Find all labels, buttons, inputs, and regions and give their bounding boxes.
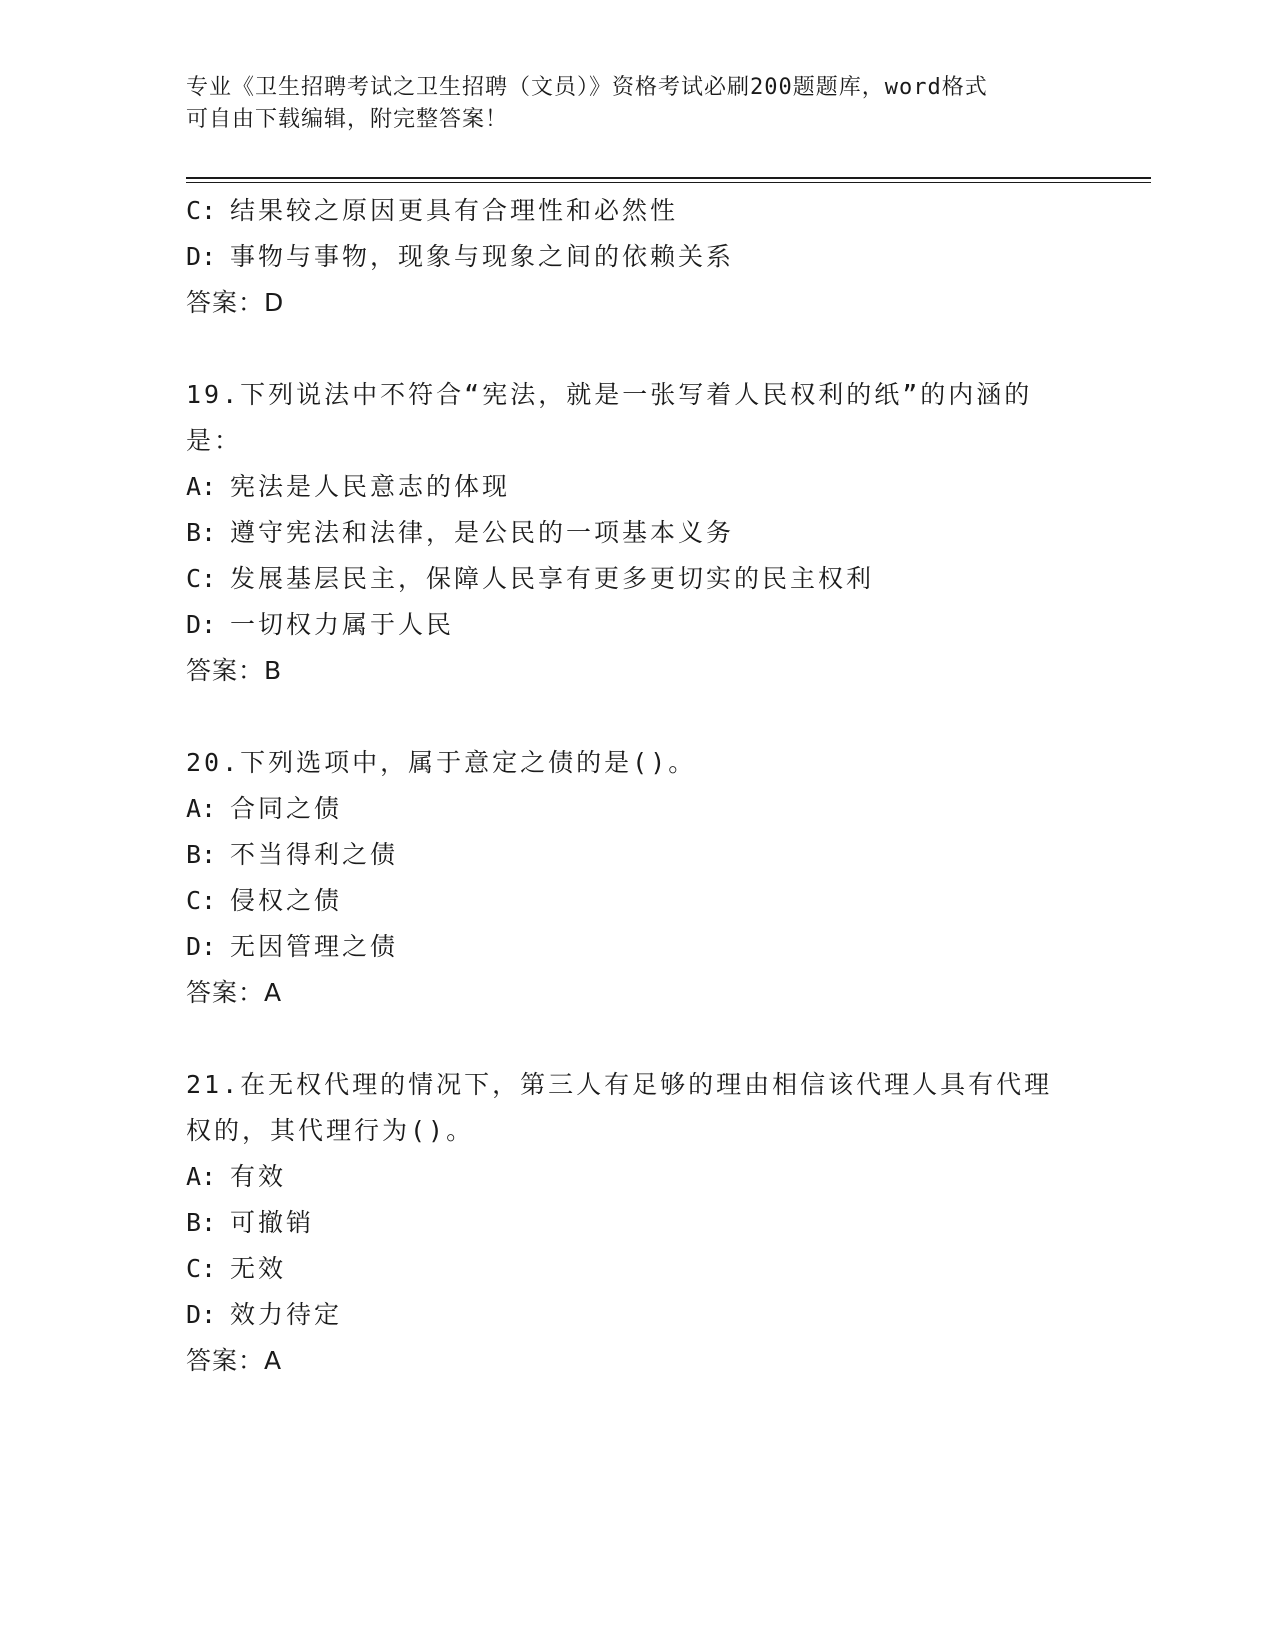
option-text: 侵权之债 xyxy=(230,886,343,915)
option-letter: D: xyxy=(186,610,217,639)
option-a xyxy=(186,786,1086,832)
document-header xyxy=(186,72,1086,136)
option-text: 宪法是人民意志的体现 xyxy=(230,472,511,501)
option-b xyxy=(186,1200,1086,1246)
option-letter: B: xyxy=(186,840,217,869)
option-letter: B: xyxy=(186,1208,217,1237)
question-list xyxy=(186,188,1086,1384)
answer-line: 答案：B xyxy=(186,656,283,685)
option-letter: C: xyxy=(186,196,217,225)
answer-line: 答案：A xyxy=(186,1346,283,1375)
option-d xyxy=(186,234,1086,280)
header-title-line-2: 可自由下载编辑，附完整答案！ xyxy=(186,107,509,132)
option-letter: D: xyxy=(186,932,217,961)
question-stem-19-line-1: 19.下列说法中不符合“宪法，就是一张写着人民权利的纸”的内涵的 xyxy=(186,380,1033,409)
option-letter: C: xyxy=(186,1254,217,1283)
option-text: 一切权力属于人民 xyxy=(230,610,455,639)
option-c xyxy=(186,1246,1086,1292)
option-text: 结果较之原因更具有合理性和必然性 xyxy=(230,196,679,225)
option-text: 无因管理之债 xyxy=(230,932,399,961)
option-a xyxy=(186,464,1086,510)
option-d xyxy=(186,602,1086,648)
question-stem-19-line-2: 是： xyxy=(186,426,243,455)
option-text: 有效 xyxy=(230,1162,287,1191)
header-divider-thin xyxy=(186,182,1151,183)
answer-line: 答案：A xyxy=(186,978,283,1007)
option-letter: A: xyxy=(186,1162,217,1191)
spacer xyxy=(186,326,1086,372)
option-letter: D: xyxy=(186,242,217,271)
option-text: 无效 xyxy=(230,1254,287,1283)
option-text: 事物与事物，现象与现象之间的依赖关系 xyxy=(230,242,735,271)
option-d xyxy=(186,1292,1086,1338)
option-letter: A: xyxy=(186,472,217,501)
spacer xyxy=(186,694,1086,740)
header-divider-thick xyxy=(186,177,1151,179)
question-stem-20: 20.下列选项中，属于意定之债的是()。 xyxy=(186,748,697,777)
option-b xyxy=(186,510,1086,556)
answer-line: 答案：D xyxy=(186,288,285,317)
option-text: 可撤销 xyxy=(230,1208,315,1237)
option-a xyxy=(186,1154,1086,1200)
option-text: 合同之债 xyxy=(230,794,343,823)
option-letter: A: xyxy=(186,794,217,823)
option-letter: B: xyxy=(186,518,217,547)
spacer xyxy=(186,1016,1086,1062)
option-text: 遵守宪法和法律，是公民的一项基本义务 xyxy=(230,518,735,547)
option-c xyxy=(186,878,1086,924)
option-text: 效力待定 xyxy=(230,1300,343,1329)
question-stem-21-line-2: 权的，其代理行为()。 xyxy=(186,1116,475,1145)
option-c xyxy=(186,188,1086,234)
option-letter: D: xyxy=(186,1300,217,1329)
option-text: 不当得利之债 xyxy=(230,840,399,869)
header-title-line-1: 专业《卫生招聘考试之卫生招聘（文员）》资格考试必刷200题题库，word格式 xyxy=(186,75,988,100)
option-d xyxy=(186,924,1086,970)
option-text: 发展基层民主，保障人民享有更多更切实的民主权利 xyxy=(230,564,875,593)
option-c xyxy=(186,556,1086,602)
question-stem-21-line-1: 21.在无权代理的情况下，第三人有足够的理由相信该代理人具有代理 xyxy=(186,1070,1053,1099)
option-letter: C: xyxy=(186,564,217,593)
option-letter: C: xyxy=(186,886,217,915)
option-b xyxy=(186,832,1086,878)
